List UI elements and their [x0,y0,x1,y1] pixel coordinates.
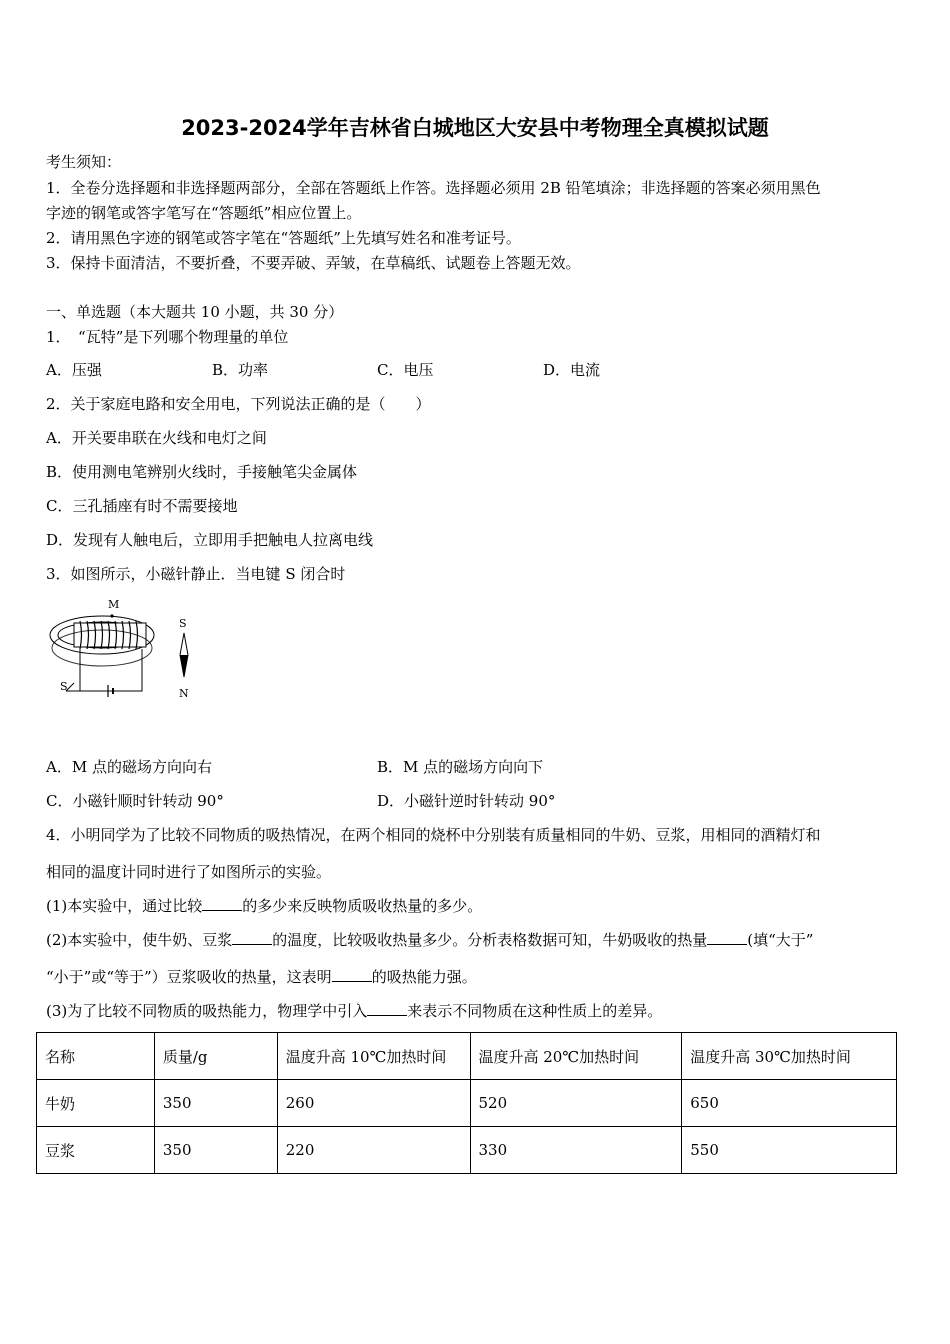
q4-part-2-mid: 的温度，比较吸收热量多少。分析表格数据可知，牛奶吸收的热量 [272,931,708,949]
table-cell: 350 [154,1080,277,1127]
q4-part-3-post: 来表示不同物质在这种性质上的差异。 [407,1002,663,1020]
notice-heading: 考生须知： [46,153,122,171]
table-header-cell: 温度升高 20℃加热时间 [470,1033,682,1080]
q4-part-2b-pre: “小于”或“等于”）豆浆吸收的热量，这表明 [46,968,332,986]
q4-part-1 [46,896,482,916]
q3-option-b: B．M 点的磁场方向向下 [377,758,544,776]
answer-blank[interactable] [367,1001,407,1016]
q4-part-3 [46,1001,662,1021]
q2-option-d: D．发现有人触电后，立即用手把触电人拉离电线 [46,531,374,549]
q1-option-a: A．压强 [46,361,102,379]
q3-option-d: D．小磁针逆时针转动 90° [377,792,556,810]
answer-blank[interactable] [202,896,242,911]
table-cell: 550 [682,1127,897,1174]
table-cell: 220 [277,1127,470,1174]
q4-part-2b [46,967,477,987]
solenoid-figure [46,593,226,723]
table-row [37,1080,897,1127]
q4-part-2b-post: 的吸热能力强。 [371,968,477,986]
q4-part-1-post: 的多少来反映物质吸收热量的多少。 [242,897,483,915]
q2-option-a: A．开关要串联在火线和电灯之间 [46,429,267,447]
table-header-cell: 温度升高 30℃加热时间 [682,1033,897,1080]
table-cell: 牛奶 [37,1080,155,1127]
fig-label-needle-n: N [179,687,189,700]
notice-line-3: 3．保持卡面清洁，不要折叠，不要弄破、弄皱，在草稿纸、试题卷上答题无效。 [46,254,581,272]
q4-part-2-pre: (2)本实验中，使牛奶、豆浆 [46,931,233,949]
notice-line-1a: 1．全卷分选择题和非选择题两部分，全部在答题纸上作答。选择题必须用 2B 铅笔填涂；非选择题的答案必须用黑色 [46,179,821,197]
notice-line-1b: 字迹的钢笔或答字笔写在“答题纸”相应位置上。 [46,204,362,222]
section-heading: 一、单选题（本大题共 10 小题，共 30 分） [46,303,344,321]
q1-option-c: C．电压 [377,361,434,379]
table-row [37,1127,897,1174]
q4-part-3-pre: (3)为了比较不同物质的吸热能力，物理学中引入 [46,1002,368,1020]
table-header-row [37,1033,897,1080]
heating-data-table [36,1032,897,1174]
q1-stem: 1． “瓦特”是下列哪个物理量的单位 [46,328,289,346]
table-cell: 520 [470,1080,682,1127]
q2-option-b: B．使用测电笔辨别火线时，手接触笔尖金属体 [46,463,358,481]
page-title: 2023-2024学年吉林省白城地区大安县中考物理全真模拟试题 [181,116,769,140]
fig-label-switch: S [60,680,68,693]
q4-part-2-hint: (填“大于” [747,931,814,949]
q3-option-c: C．小磁针顺时针转动 90° [46,792,224,810]
table-cell: 650 [682,1080,897,1127]
q2-stem: 2．关于家庭电路和安全用电，下列说法正确的是（ ） [46,395,431,413]
table-cell: 260 [277,1080,470,1127]
table-cell: 330 [470,1127,682,1174]
table-header-cell: 质量/g [154,1033,277,1080]
table-header-cell: 名称 [37,1033,155,1080]
table-cell: 豆浆 [37,1127,155,1174]
q4-part-2 [46,930,813,950]
answer-blank[interactable] [707,930,747,945]
fig-label-m: M [108,598,120,611]
q1-option-b: B．功率 [212,361,269,379]
answer-blank[interactable] [232,930,272,945]
q4-stem-2: 相同的温度计同时进行了如图所示的实验。 [46,863,332,881]
fig-label-needle-s: S [179,617,187,630]
table-cell: 350 [154,1127,277,1174]
q4-stem-1: 4．小明同学为了比较不同物质的吸热情况，在两个相同的烧杯中分别装有质量相同的牛奶、豆浆，用相同的酒精灯和 [46,826,821,844]
q2-option-c: C．三孔插座有时不需要接地 [46,497,238,515]
q1-option-d: D．电流 [543,361,601,379]
answer-blank[interactable] [332,967,372,982]
table-header-cell: 温度升高 10℃加热时间 [277,1033,470,1080]
q4-part-1-pre: (1)本实验中，通过比较 [46,897,203,915]
q3-option-a: A．M 点的磁场方向向右 [46,758,212,776]
notice-line-2: 2．请用黑色字迹的钢笔或答字笔在“答题纸”上先填写姓名和准考证号。 [46,229,521,247]
q3-stem: 3．如图所示，小磁针静止．当电键 S 闭合时 [46,565,346,583]
